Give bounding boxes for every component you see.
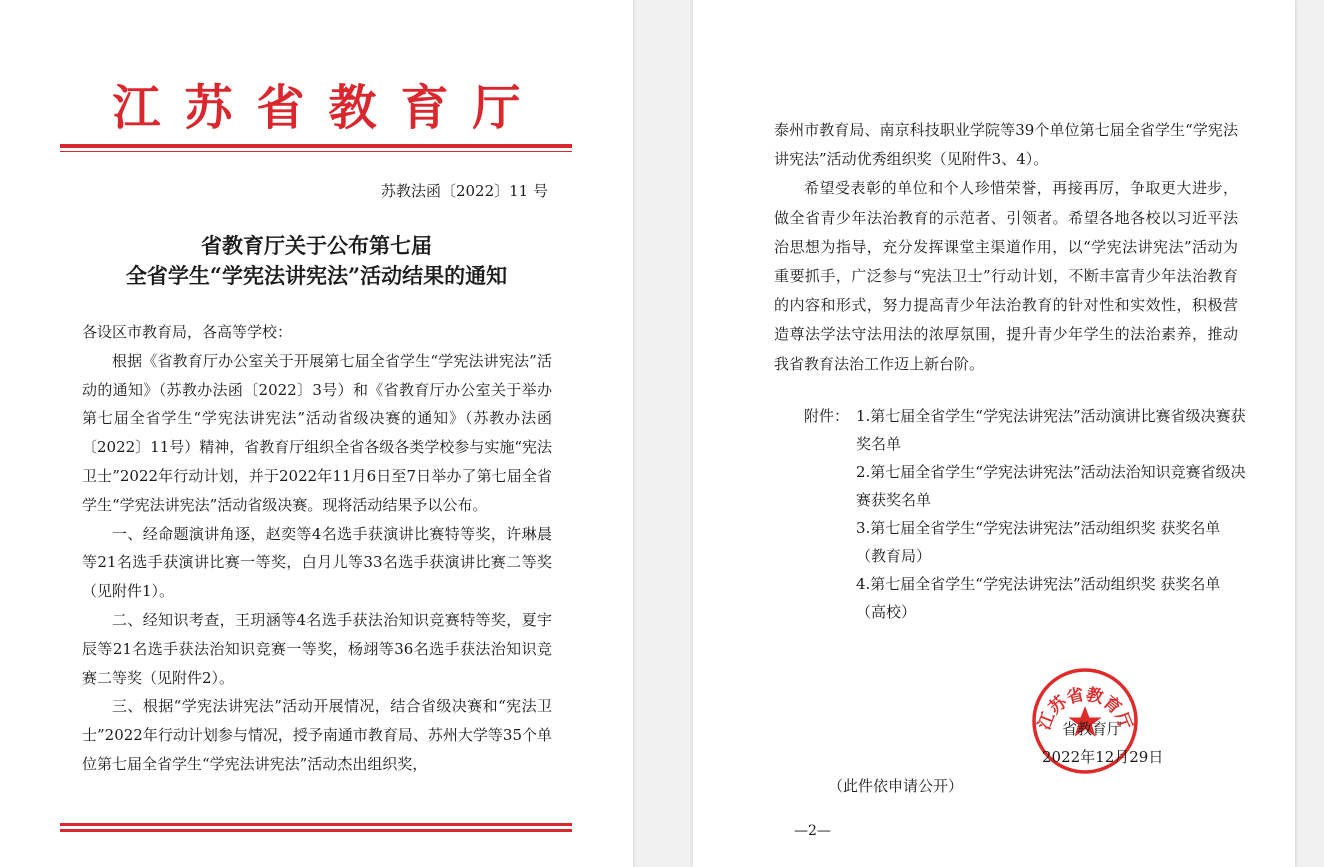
document-number: 苏教法函〔2022〕11 号 bbox=[380, 182, 548, 200]
attachments-label: 附件： bbox=[804, 407, 850, 425]
issuer-header: 江苏省教育厅 bbox=[112, 80, 545, 136]
paragraph-organization-awards: 三、根据“学宪法讲宪法”活动开展情况，结合省级决赛和“宪法卫士”2022年行动计划参与情况，授予南通市教育局、苏州大学等35个单位第七届全省学生“学宪法讲宪法”活动杰出组织奖， bbox=[82, 697, 552, 773]
salutation: 各设区市教育局，各高等学校： bbox=[82, 323, 293, 341]
paragraph-intro: 根据《省教育厅办公室关于开展第七届全省学生“学宪法讲宪法”活动的通知》（苏教办法函〔2022〕3号）和《省教育厅办公室关于举办第七届全省学生“学宪法讲宪法”活动省级决赛的通知》（苏教办法函〔2022〕11号）精神，省教育厅组织全省各级各类学校参与实施“宪法卫士”2022年行动计划，并于2022年11月6日至7日举办了第七届全省学生“学宪法讲宪法”活动省级决赛。现将活动结果予以公布。 bbox=[82, 351, 552, 514]
attachment-item: 3.第七届全省学生“学宪法讲宪法”活动组织奖 获奖名单（教育局） bbox=[856, 519, 1221, 565]
body-text-left bbox=[82, 318, 552, 779]
attachments-list bbox=[856, 402, 1246, 626]
footer-red-rule bbox=[60, 823, 572, 826]
paragraph-hope: 希望受表彰的单位和个人珍惜荣誉，再接再厉，争取更大进步，做全省青少年法治教育的示范者、引领者。希望各地各校以习近平法治思想为指导，充分发挥课堂主渠道作用，以“学宪法讲宪法”活动为重要抓手，广泛参与“宪法卫士”行动计划，不断丰富青少年法治教育的内容和形式，努力提高青少年法治教育的针对性和实效性，积极营造尊法学法守法用法的浓厚氛围，提升青少年学生的法治素养，推动我省教育法治工作迈上新台阶。 bbox=[774, 179, 1238, 373]
disclosure-note: （此件依申请公开） bbox=[828, 777, 964, 795]
footer-red-rule-thin bbox=[60, 829, 572, 832]
attachment-item: 1.第七届全省学生“学宪法讲宪法”活动演讲比赛省级决赛获奖名单 bbox=[856, 407, 1246, 453]
header-red-rule bbox=[60, 144, 572, 148]
paragraph-knowledge-awards: 二、经知识考查，王玥涵等4名选手获法治知识竞赛特等奖，夏宇辰等21名选手获法治知识竞赛一等奖，杨翊等36名选手获法治知识竞赛二等奖（见附件2）。 bbox=[82, 610, 552, 687]
paragraph-continuation: 泰州市教育局、南京科技职业学院等39个单位第七届全省学生“学宪法讲宪法”活动优秀组织奖（见附件3、4）。 bbox=[774, 121, 1238, 169]
attachment-item: 2.第七届全省学生“学宪法讲宪法”活动法治知识竞赛省级决赛获奖名单 bbox=[856, 463, 1246, 509]
header-red-rule-thin bbox=[60, 151, 572, 152]
title-line-1: 省教育厅关于公布第七届 bbox=[201, 233, 432, 258]
attachment-item: 4.第七届全省学生“学宪法讲宪法”活动组织奖 获奖名单（高校） bbox=[856, 575, 1221, 621]
document-title bbox=[0, 231, 633, 291]
document-page-left bbox=[0, 0, 633, 867]
signature-date: 2022年12月29日 bbox=[1042, 748, 1164, 766]
signature-organization: 省教育厅 bbox=[1062, 720, 1123, 738]
body-text-right bbox=[774, 116, 1238, 379]
page-number: —2— bbox=[794, 823, 831, 839]
paragraph-speech-awards: 一、经命题演讲角逐，赵奕等4名选手获演讲比赛特等奖，许琳晨等21名选手获演讲比赛一等奖，白月儿等33名选手获演讲比赛二等奖（见附件1）。 bbox=[82, 524, 552, 601]
document-page-right bbox=[693, 0, 1295, 867]
seal-text: 江苏省教育厅 bbox=[1034, 684, 1136, 733]
title-line-2: 全省学生“学宪法讲宪法”活动结果的通知 bbox=[125, 263, 508, 288]
